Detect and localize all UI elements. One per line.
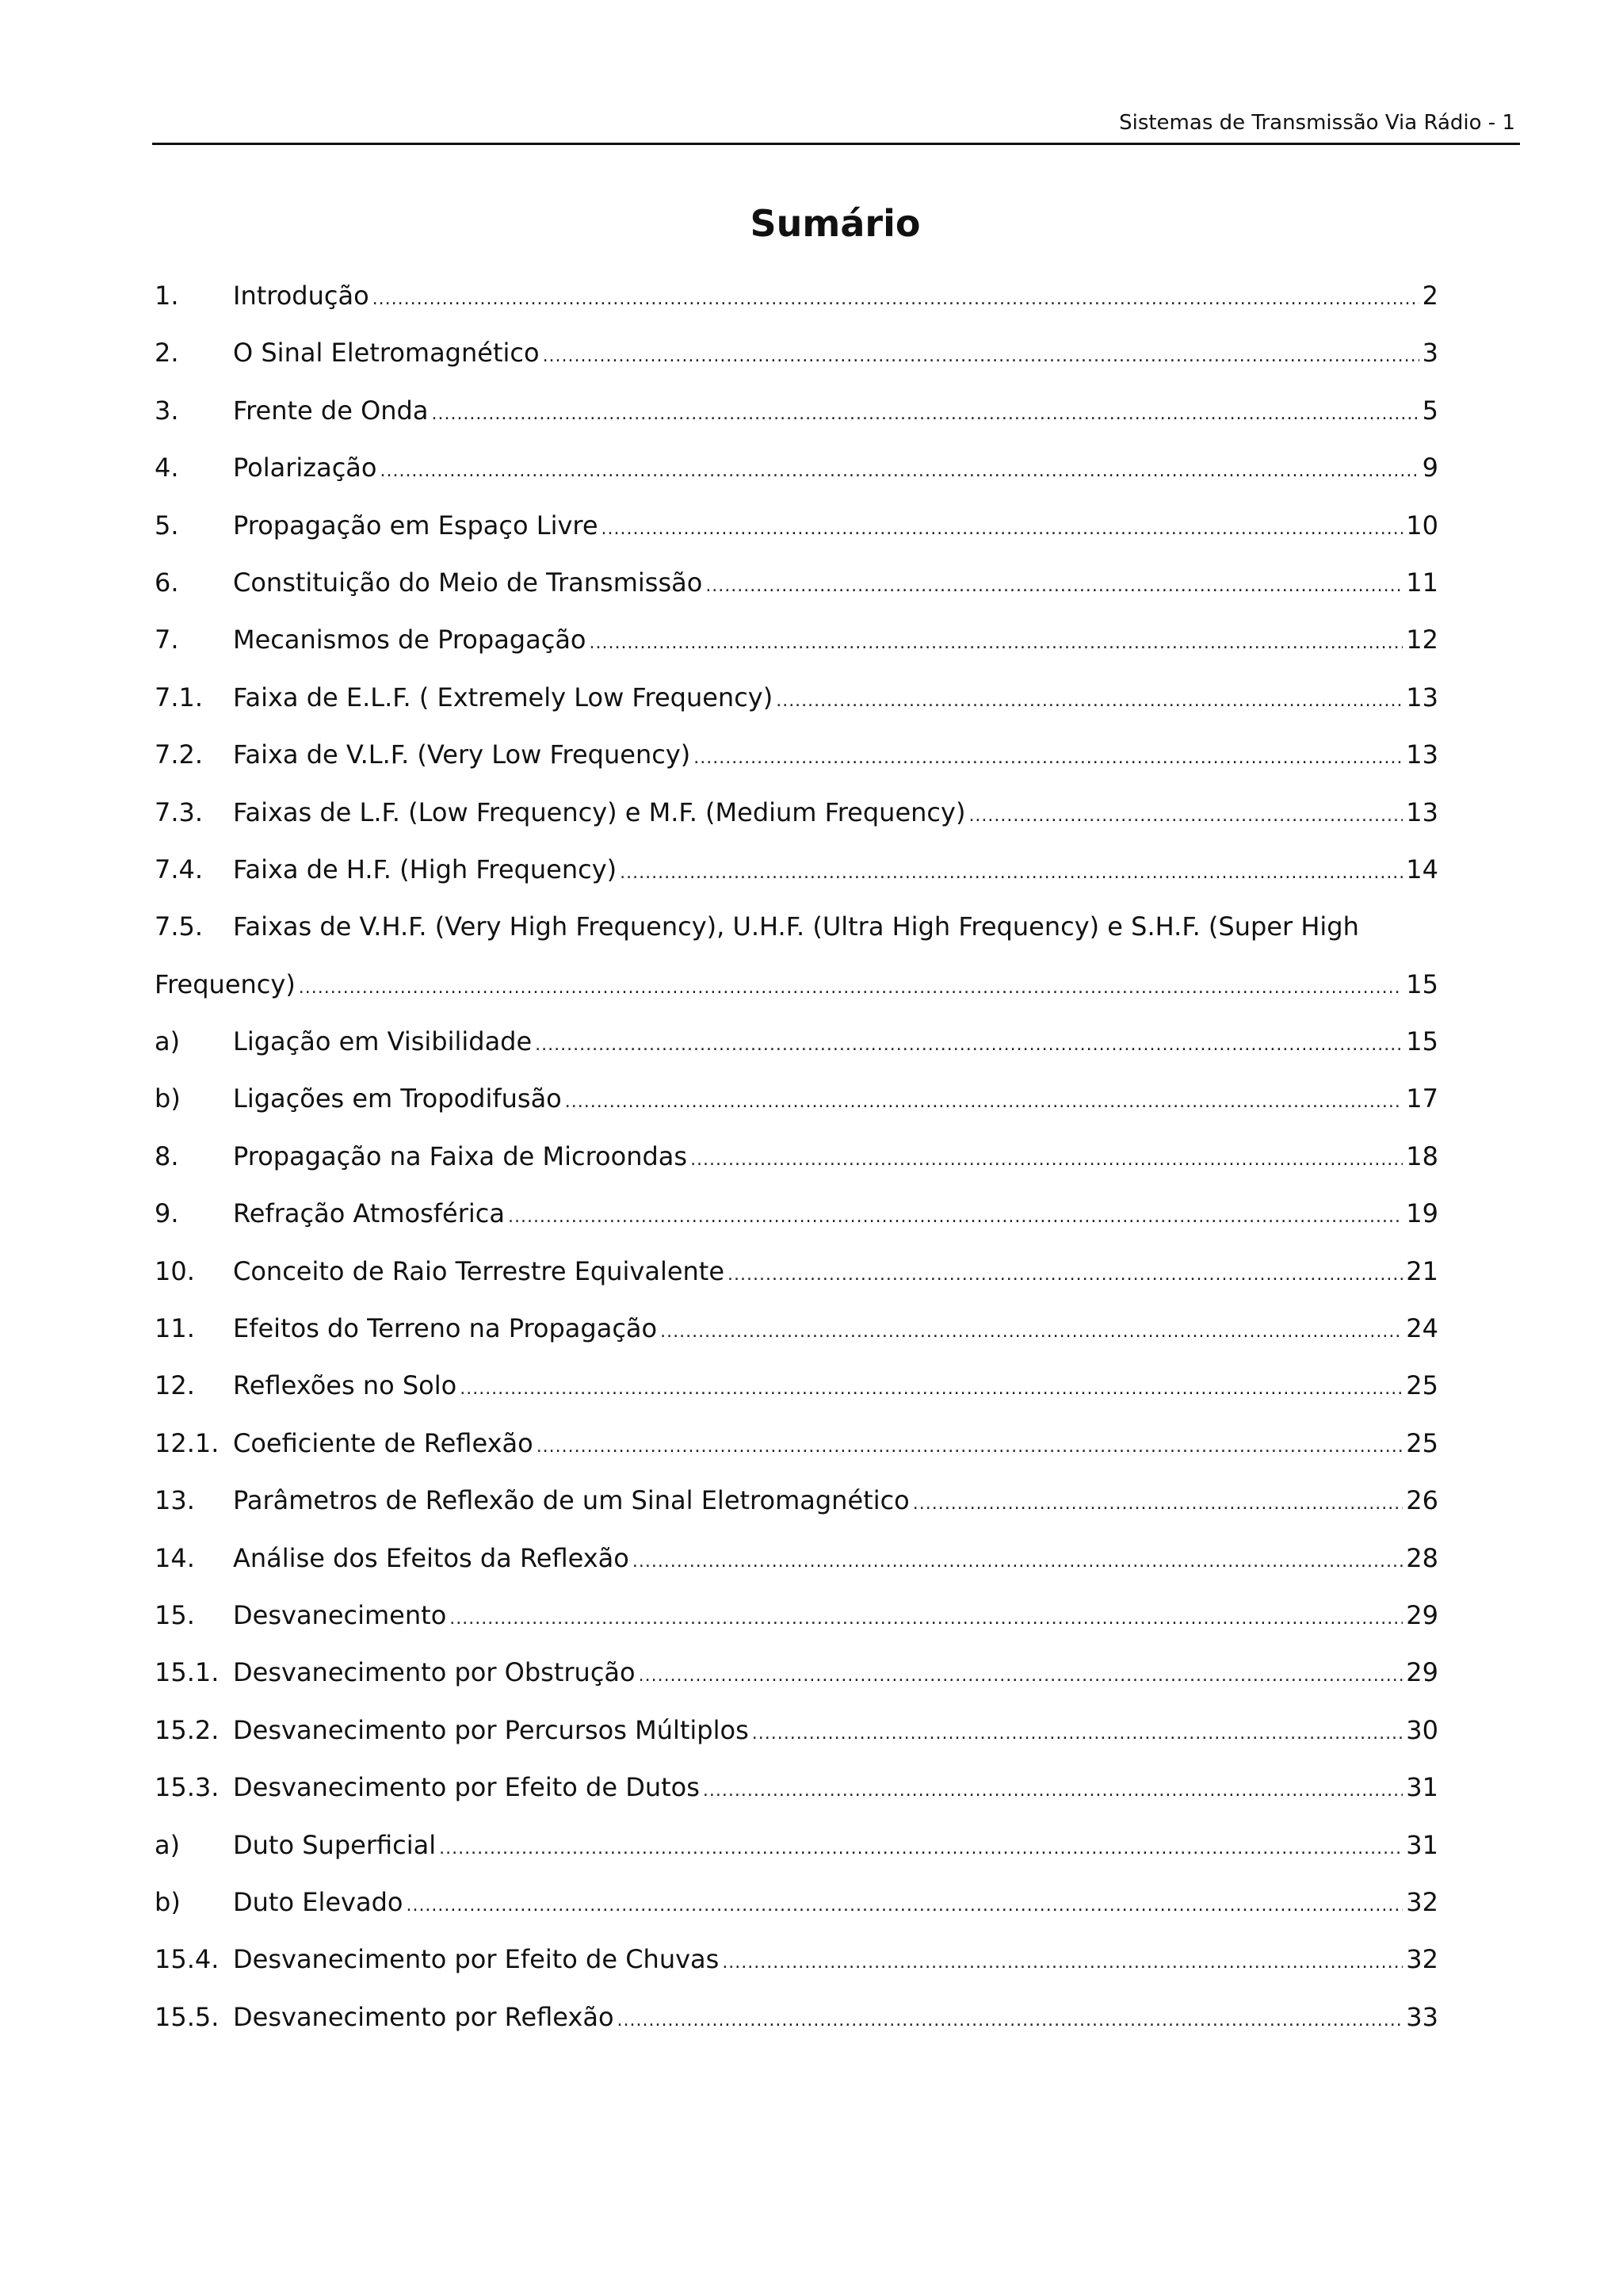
toc-entry-page: 9 <box>1422 453 1438 483</box>
toc-entry-page: 10 <box>1406 510 1438 541</box>
toc-entry[interactable] <box>155 1828 1438 1885</box>
toc-entry-label: Reflexões no Solo <box>233 1370 457 1401</box>
toc-entry-page: 30 <box>1406 1714 1438 1745</box>
toc-entry[interactable] <box>155 1368 1438 1425</box>
toc-entry-number: 3. <box>155 395 179 426</box>
toc-entry-page: 15 <box>1406 968 1438 999</box>
toc-entry-number: b) <box>155 1886 181 1917</box>
toc-entry[interactable] <box>155 1426 1438 1483</box>
toc-entry-label: Propagação na Faixa de Microondas <box>233 1140 688 1171</box>
toc-entry[interactable] <box>155 852 1438 909</box>
toc-entry-label: Desvanecimento por Reflexão <box>233 2001 614 2032</box>
running-title: Sistemas de Transmissão Via Rádio - 1 <box>1119 111 1515 135</box>
dot-leader <box>406 1889 1403 1924</box>
toc-entry-number: 7.5. <box>155 911 204 942</box>
toc-entry-number: 15.4. <box>155 1944 220 1975</box>
toc-entry-number: 7.1. <box>155 682 204 712</box>
toc-entry[interactable] <box>155 1713 1438 1770</box>
toc-entry-page: 29 <box>1406 1599 1438 1630</box>
toc-entry[interactable] <box>155 795 1438 852</box>
toc-entry[interactable] <box>155 622 1438 679</box>
dot-leader <box>660 1315 1403 1350</box>
toc-entry[interactable] <box>155 1311 1438 1368</box>
toc-entry[interactable] <box>155 1541 1438 1598</box>
toc-entry[interactable] <box>155 1254 1438 1311</box>
toc-entry-page: 14 <box>1406 854 1438 884</box>
toc-entry-number: 2. <box>155 338 179 369</box>
dot-leader <box>705 569 1403 604</box>
dot-leader <box>565 1085 1403 1120</box>
toc-entry-label: Faixa de E.L.F. ( Extremely Low Frequency) <box>233 682 773 712</box>
toc-entry-number: 7.4. <box>155 854 204 884</box>
toc-entry-page: 31 <box>1406 1829 1438 1860</box>
dot-leader <box>380 454 1419 489</box>
toc-entry-page: 18 <box>1406 1140 1438 1171</box>
dot-leader <box>449 1602 1403 1637</box>
toc-entry-label: Duto Superficial <box>233 1829 437 1860</box>
toc-entry-page: 31 <box>1406 1772 1438 1803</box>
dot-leader <box>913 1487 1403 1522</box>
toc-entry-label-continuation: Frequency) <box>155 968 296 999</box>
toc-entry-number: 15.1. <box>155 1657 220 1688</box>
toc-entry-page: 29 <box>1406 1657 1438 1688</box>
toc-entry[interactable] <box>155 1483 1438 1540</box>
toc-entry-number: 15.5. <box>155 2001 220 2032</box>
toc-entry[interactable] <box>155 278 1438 335</box>
toc-entry-number: 15.2. <box>155 1714 220 1745</box>
toc-entry-number: 5. <box>155 510 179 541</box>
toc-entry[interactable] <box>155 565 1438 622</box>
toc-entry-page: 15 <box>1406 1026 1438 1057</box>
toc-entry-page: 32 <box>1406 1886 1438 1917</box>
toc-entry-label: Análise dos Efeitos da Reflexão <box>233 1542 629 1573</box>
toc-entry-page: 33 <box>1406 2001 1438 2032</box>
toc-entry-label: Desvanecimento por Efeito de Chuvas <box>233 1944 720 1975</box>
toc-entry-label: Introdução <box>233 281 369 311</box>
dot-leader <box>508 1200 1403 1235</box>
toc-entry-number: 7.3. <box>155 797 204 827</box>
toc-entry-number: a) <box>155 1829 181 1860</box>
dot-leader <box>460 1372 1403 1407</box>
dot-leader <box>703 1774 1403 1809</box>
toc-entry-number: 11. <box>155 1313 195 1344</box>
toc-entry-page: 25 <box>1406 1427 1438 1458</box>
dot-leader <box>639 1659 1403 1694</box>
dot-leader <box>299 971 1403 1006</box>
toc-entry-label: Duto Elevado <box>233 1886 403 1917</box>
page-header <box>152 109 1520 145</box>
toc-entry-label: Conceito de Raio Terrestre Equivalente <box>233 1255 725 1286</box>
dot-leader <box>968 799 1403 834</box>
dot-leader <box>431 397 1419 432</box>
toc-entry-label: Parâmetros de Reflexão de um Sinal Eletromagnético <box>233 1485 910 1516</box>
dot-leader <box>776 684 1403 719</box>
toc-entry-number: b) <box>155 1083 181 1114</box>
toc-entry[interactable] <box>155 680 1438 737</box>
toc-entry-label: Coeficiente de Reflexão <box>233 1427 533 1458</box>
toc-entry-number: 15.3. <box>155 1772 220 1803</box>
toc-entry[interactable] <box>155 1770 1438 1827</box>
dot-leader <box>690 1143 1403 1178</box>
toc-entry-number: 9. <box>155 1198 179 1229</box>
toc-entry-page: 3 <box>1422 338 1438 369</box>
toc-entry-number: 4. <box>155 453 179 483</box>
dot-leader <box>632 1545 1403 1580</box>
dot-leader <box>620 856 1403 891</box>
toc-entry-label: Mecanismos de Propagação <box>233 625 586 655</box>
toc-entry-number: 8. <box>155 1140 179 1171</box>
toc-entry-continuation[interactable] <box>155 967 1438 1024</box>
toc-entry-page: 13 <box>1406 739 1438 770</box>
toc-entry-label: Faixa de V.L.F. (Very Low Frequency) <box>233 739 691 770</box>
toc-entry-label: Frente de Onda <box>233 395 429 426</box>
toc-entry[interactable] <box>155 393 1438 450</box>
dot-leader <box>727 1258 1403 1293</box>
toc-entry-number: 6. <box>155 567 179 598</box>
toc-entry-label: Desvanecimento por Percursos Múltiplos <box>233 1714 749 1745</box>
toc-entry-page: 25 <box>1406 1370 1438 1401</box>
toc-entry-page: 2 <box>1422 281 1438 311</box>
dot-leader <box>372 282 1419 317</box>
toc-entry-page: 13 <box>1406 797 1438 827</box>
toc-entry-number: 15. <box>155 1599 195 1630</box>
page-title: Sumário <box>750 202 921 245</box>
toc-entry[interactable] <box>155 2000 1438 2057</box>
toc-entry-number: 12. <box>155 1370 195 1401</box>
dot-leader <box>590 626 1403 661</box>
toc-entry[interactable] <box>155 1139 1438 1196</box>
toc-entry-label: Desvanecimento por Obstrução <box>233 1657 636 1688</box>
toc-entry-number: 1. <box>155 281 179 311</box>
dot-leader <box>752 1717 1403 1752</box>
toc-entry[interactable] <box>155 1196 1438 1253</box>
toc-entry[interactable] <box>155 1942 1438 1999</box>
toc-entry-number: a) <box>155 1026 181 1057</box>
toc-entry-page: 21 <box>1406 1255 1438 1286</box>
toc-entry-page: 28 <box>1406 1542 1438 1573</box>
toc-entry-number: 14. <box>155 1542 195 1573</box>
toc-entry-page: 26 <box>1406 1485 1438 1516</box>
toc-entry[interactable] <box>155 909 1438 966</box>
toc-entry-label: Desvanecimento por Efeito de Dutos <box>233 1772 700 1803</box>
toc-entry-page: 5 <box>1422 395 1438 426</box>
toc-entry-label: O Sinal Eletromagnético <box>233 338 540 369</box>
toc-entry-label: Polarização <box>233 453 377 483</box>
toc-entry-label: Propagação em Espaço Livre <box>233 510 598 541</box>
toc-entry-page: 12 <box>1406 625 1438 655</box>
dot-leader <box>601 512 1403 547</box>
toc-entry-page: 19 <box>1406 1198 1438 1229</box>
toc-entry-label: Efeitos do Terreno na Propagação <box>233 1313 658 1344</box>
toc-entry-page: 13 <box>1406 682 1438 712</box>
toc-entry-label: Constituição do Meio de Transmissão <box>233 567 703 598</box>
dot-leader <box>617 2004 1403 2038</box>
dot-leader <box>535 1028 1403 1063</box>
toc-entry-number: 10. <box>155 1255 195 1286</box>
toc-entry[interactable] <box>155 508 1438 565</box>
toc-entry[interactable] <box>155 1024 1438 1081</box>
toc-entry-label: Ligação em Visibilidade <box>233 1026 533 1057</box>
toc-entry-label: Ligações em Tropodifusão <box>233 1083 562 1114</box>
toc-entry-number: 12.1. <box>155 1427 220 1458</box>
table-of-contents <box>155 278 1438 2057</box>
toc-entry[interactable] <box>155 335 1438 392</box>
toc-entry-label: Faixas de L.F. (Low Frequency) e M.F. (Medium Frequency) <box>233 797 966 827</box>
toc-entry-page: 17 <box>1406 1083 1438 1114</box>
toc-entry[interactable] <box>155 1598 1438 1655</box>
toc-entry[interactable] <box>155 450 1438 507</box>
toc-entry[interactable] <box>155 1885 1438 1942</box>
dot-leader <box>722 1946 1403 1981</box>
dot-leader <box>537 1430 1403 1465</box>
toc-entry-label: Desvanecimento <box>233 1599 447 1630</box>
dot-leader <box>439 1832 1403 1866</box>
toc-entry-page: 32 <box>1406 1944 1438 1975</box>
toc-entry[interactable] <box>155 1655 1438 1712</box>
toc-entry-number: 13. <box>155 1485 195 1516</box>
toc-entry-label: Faixas de V.H.F. (Very High Frequency), U.H.F. (Ultra High Frequency) e S.H.F. (Super High <box>233 911 1359 942</box>
dot-leader <box>543 339 1419 374</box>
toc-entry-label: Faixa de H.F. (High Frequency) <box>233 854 617 884</box>
toc-entry-page: 24 <box>1406 1313 1438 1344</box>
toc-entry-page: 11 <box>1406 567 1438 598</box>
toc-entry-number: 7.2. <box>155 739 204 770</box>
toc-entry-label: Refração Atmosférica <box>233 1198 505 1229</box>
toc-entry[interactable] <box>155 1081 1438 1138</box>
toc-entry-number: 7. <box>155 625 179 655</box>
dot-leader <box>693 741 1403 776</box>
toc-entry[interactable] <box>155 737 1438 794</box>
